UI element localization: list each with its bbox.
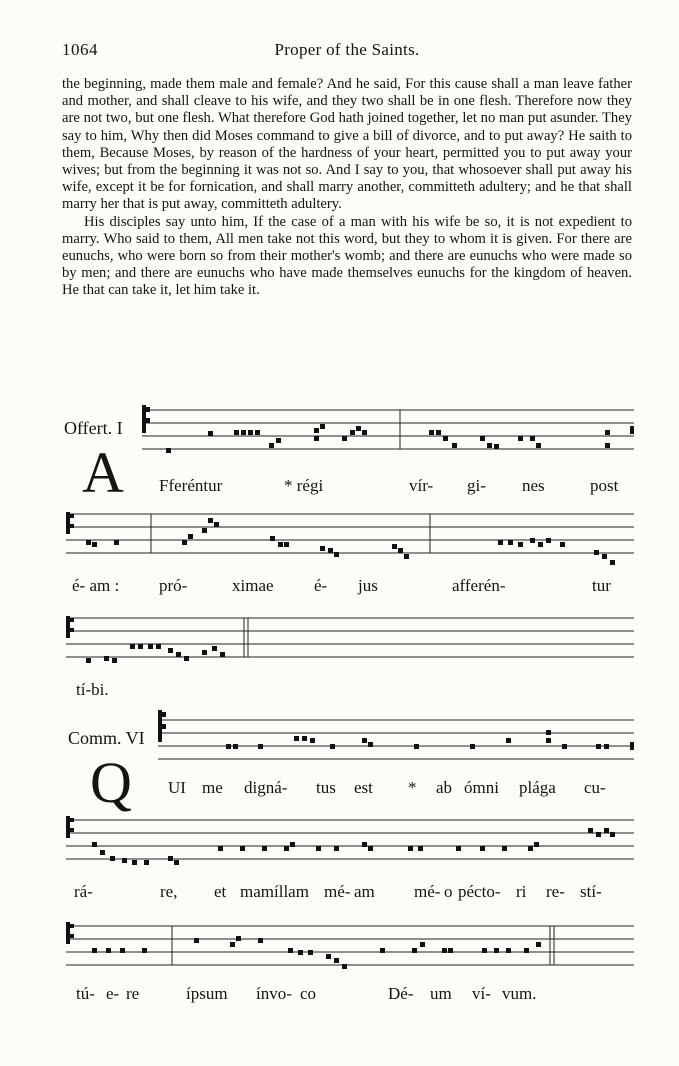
lyric: ximae (232, 576, 274, 595)
lyric: gi- (467, 476, 486, 495)
lyric: nes (522, 476, 545, 495)
lyric: ínvo- (256, 984, 292, 1003)
prose-paragraph-2: His disciples say unto him, If the case of a man with his wife be so, it is not expedient to marry. Who said to them, All men take not this word, but they to whom it is given. For there are eunuchs, who were born so from their mother's womb; and there are eunuchs who were made so by men; and there are eunuchs who have made themselves eunuchs for the kingdom of heaven. He that can take it, let him take it. (62, 213, 632, 299)
communion-staff-2 (62, 814, 640, 910)
communion-staff-3 (62, 920, 640, 1016)
communion-staff-1 (62, 706, 640, 815)
lyric: mé- (414, 882, 441, 901)
lyric: o (444, 882, 453, 901)
lyric: ri (516, 882, 527, 901)
lyric: pécto- (458, 882, 501, 901)
lyric: rá- (74, 882, 93, 901)
lyric: cu- (584, 778, 606, 797)
prose-paragraph-1: the beginning, made them male and female? And he said, For this cause shall a man leave father and mother, and shall cleave to his wife, and they two shall be in one flesh. Therefore now they are not two, but one flesh. What therefore God hath joined together, let no man put asunder. They say to him, Why then did Moses command to give a bill of divorce, and to put away? He saith to them, Because Moses, by reason of the hardness of your heart, permitted you to put away your wives; but from the beginning it was not so. And I say to you, that whosoever shall put away his wife, except it be for fornication, and shall marry another, committeth adultery; and he that shall marry her that is put away, committeth adultery. (62, 76, 632, 213)
lyric: re, (160, 882, 178, 901)
lyric: tur (592, 576, 611, 595)
lyric: é- (314, 576, 328, 595)
lyric: post (590, 476, 619, 495)
lyric: e- (106, 984, 120, 1003)
lyric: re- (546, 882, 565, 901)
lyric: stí- (580, 882, 602, 901)
lyric: Fferéntur (159, 476, 223, 495)
lyric: afferén- (452, 576, 506, 595)
lyric: ómni (464, 778, 499, 797)
lyric: jus (358, 576, 378, 595)
lyric: ví- (472, 984, 491, 1003)
lyric: pró- (159, 576, 188, 595)
page-number: 1064 (62, 40, 98, 59)
lyric: re (126, 984, 140, 1003)
staff-lines (62, 814, 640, 874)
offertory-staff-2 (62, 508, 640, 604)
page-header (62, 40, 632, 62)
staff-lines (62, 706, 640, 766)
lyric: vír- (409, 476, 434, 495)
lyric: UI (168, 778, 186, 797)
staff-lines (62, 612, 640, 672)
staff-lines (62, 398, 640, 458)
communion-label: Comm. VI (68, 728, 145, 748)
lyric: ab (436, 778, 453, 797)
offertory-staff-1 (62, 398, 640, 505)
lyric: é- am : (72, 576, 120, 595)
staff-lines (62, 508, 640, 568)
lyric: et (214, 882, 227, 901)
lyric: mé- (324, 882, 351, 901)
lyric: am (354, 882, 375, 901)
staff-lines (62, 920, 640, 980)
lyric: digná- (244, 778, 288, 797)
lyric: co (300, 984, 317, 1003)
lyric: me (202, 778, 223, 797)
lyric: plága (519, 778, 556, 797)
lyric: Dé- (388, 984, 414, 1003)
offertory-label: Offert. I (64, 418, 123, 438)
gospel-text (62, 76, 632, 300)
lyric: tú- (76, 984, 95, 1003)
lyric: tí-bi. (76, 680, 109, 699)
lyric: tus (316, 778, 336, 797)
running-title: Proper of the Saints. (274, 40, 420, 59)
lyric: est (354, 778, 373, 797)
offertory-staff-3 (62, 612, 640, 708)
offertory-initial: A (82, 440, 124, 505)
neumes (142, 405, 634, 453)
lyric: vum. (502, 984, 537, 1003)
lyric: mamíllam (240, 882, 309, 901)
lyric: um (430, 984, 452, 1003)
lyric: * régi (284, 476, 324, 495)
communion-initial: Q (90, 750, 132, 815)
lyric: ípsum (186, 984, 228, 1003)
lyric: * (408, 778, 417, 797)
